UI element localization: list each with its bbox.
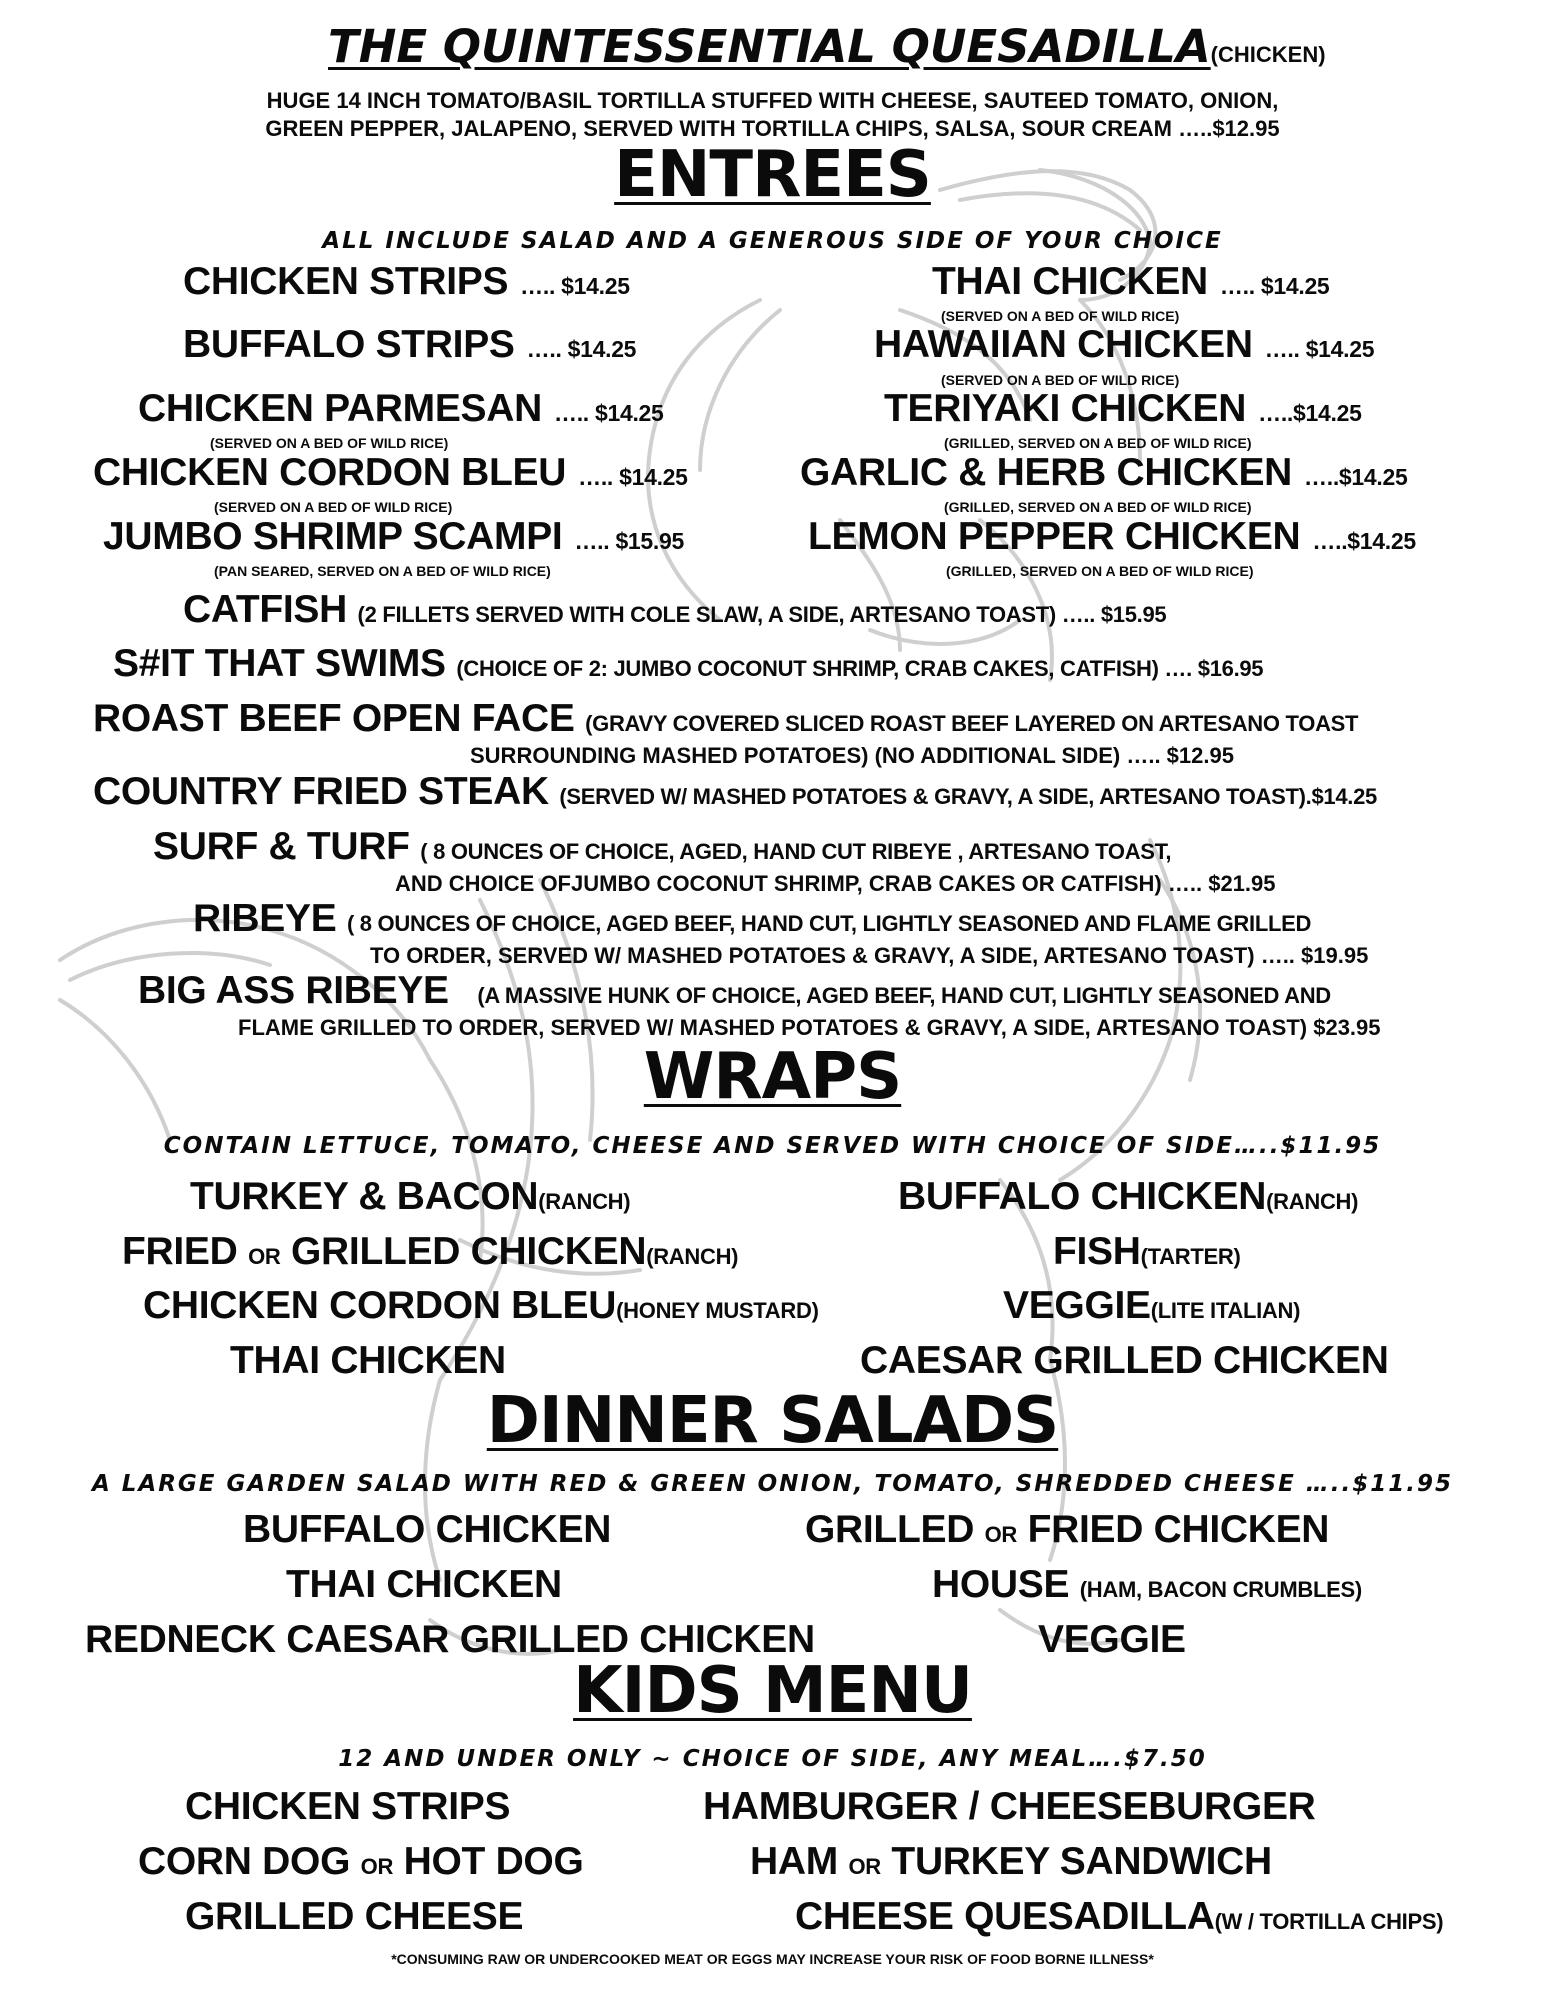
salad-grilled-fried-chicken (805, 1508, 1329, 1552)
wrap-sauce: (HONEY MUSTARD) (616, 1298, 819, 1323)
entree-surf-turf-desc2: AND CHOICE OFJUMBO COCONUT SHRIMP, CRAB CAKES OR CATFISH) ….. $21.95 (395, 871, 1276, 896)
entree-right-2 (874, 323, 1374, 367)
wrap-name: CHICKEN CORDON BLEU (143, 1284, 617, 1327)
kids-or: OR (360, 1854, 394, 1879)
salad-house (932, 1563, 1362, 1607)
wrap-turkey-bacon (190, 1175, 630, 1219)
entree-right-1-note: (SERVED ON A BED OF WILD RICE) (941, 308, 1180, 324)
kids-name-b: TURKEY SANDWICH (891, 1840, 1272, 1883)
entree-right-4-note: (GRILLED, SERVED ON A BED OF WILD RICE) (944, 499, 1252, 515)
entree-description: ( 8 OUNCES OF CHOICE, AGED, HAND CUT RIBEYE , ARTESANO TOAST, (420, 839, 1172, 864)
entree-catfish (183, 588, 1166, 632)
salad-redneck-caesar: REDNECK CAESAR GRILLED CHICKEN (85, 1618, 815, 1661)
entree-left-4-note: (SERVED ON A BED OF WILD RICE) (214, 499, 453, 515)
entree-swims (113, 642, 1263, 686)
wrap-thai-chicken: THAI CHICKEN (230, 1339, 506, 1382)
entree-right-3 (884, 387, 1362, 431)
salad-name-a: GRILLED (805, 1508, 975, 1551)
entree-left-1 (183, 260, 630, 304)
wrap-sauce: (RANCH) (1266, 1189, 1359, 1214)
salad-thai-chicken: THAI CHICKEN (286, 1563, 562, 1606)
entree-description: (GRAVY COVERED SLICED ROAST BEEF LAYERED ON ARTESANO TOAST (585, 711, 1359, 736)
entree-description: ( 8 OUNCES OF CHOICE, AGED BEEF, HAND CUT, LIGHTLY SEASONED AND FLAME GRILLED (346, 911, 1312, 936)
wrap-or: OR (248, 1244, 281, 1269)
quesadilla-title-main: THE QUINTESSENTIAL QUESADILLA (328, 20, 1211, 73)
entree-name: CHICKEN STRIPS (183, 260, 509, 303)
wrap-fried-grilled-chicken (122, 1230, 738, 1274)
entree-price: …..$14.25 (1312, 528, 1416, 554)
food-safety-disclaimer: *CONSUMING RAW OR UNDERCOOKED MEAT OR EGGS MAY INCREASE YOUR RISK OF FOOD BORNE ILLNESS* (391, 1951, 1154, 1967)
entree-right-3-note: (GRILLED, SERVED ON A BED OF WILD RICE) (944, 435, 1252, 451)
entree-price: ….. $14.25 (520, 273, 630, 299)
entree-name: JUMBO SHRIMP SCAMPI (103, 515, 563, 558)
salad-or: OR (984, 1522, 1018, 1547)
entree-name: GARLIC & HERB CHICKEN (800, 451, 1293, 494)
quesadilla-title-suffix: (CHICKEN) (1210, 42, 1326, 67)
quesadilla-description-line2: GREEN PEPPER, JALAPENO, SERVED WITH TORTILLA CHIPS, SALSA, SOUR CREAM …..$12.95 (265, 116, 1280, 141)
wraps-heading: WRAPS (643, 1040, 902, 1114)
entree-name: COUNTRY FRIED STEAK (93, 770, 549, 813)
wrap-cordon-bleu (143, 1284, 819, 1328)
entree-name: RIBEYE (193, 897, 337, 940)
salad-note: (HAM, BACON CRUMBLES) (1079, 1577, 1362, 1602)
kids-burger: HAMBURGER / CHEESEBURGER (703, 1785, 1316, 1828)
entree-big-ribeye (138, 969, 1331, 1013)
entree-right-5-note: (GRILLED, SERVED ON A BED OF WILD RICE) (946, 563, 1254, 579)
salad-name-b: FRIED CHICKEN (1027, 1508, 1330, 1551)
salad-buffalo-chicken: BUFFALO CHICKEN (243, 1508, 612, 1551)
entrees-subheading: ALL INCLUDE SALAD AND A GENEROUS SIDE OF YOUR CHOICE (322, 228, 1223, 254)
wrap-name: BUFFALO CHICKEN (898, 1175, 1267, 1218)
entree-price: …..$14.25 (1258, 400, 1362, 426)
kids-name-b: HOT DOG (403, 1840, 584, 1883)
entree-name: SURF & TURF (153, 825, 410, 868)
wrap-sauce: (TARTER) (1140, 1244, 1241, 1269)
entree-country-steak (93, 770, 1377, 814)
entree-roast-beef (93, 697, 1358, 741)
entree-roast-beef-desc2: SURROUNDING MASHED POTATOES) (NO ADDITIONAL SIDE) ….. $12.95 (470, 743, 1234, 768)
entree-name: CHICKEN CORDON BLEU (93, 451, 567, 494)
entrees-heading: ENTREES (614, 138, 931, 212)
entree-right-1 (932, 260, 1329, 304)
kids-ham-turkey-sandwich (750, 1840, 1272, 1884)
entree-price: ….. $14.25 (554, 400, 664, 426)
wrap-sauce: (RANCH) (538, 1189, 631, 1214)
quesadilla-title (328, 20, 1326, 73)
entree-left-2 (183, 323, 636, 367)
entree-big-ribeye-desc2: FLAME GRILLED TO ORDER, SERVED W/ MASHED POTATOES & GRAVY, A SIDE, ARTESANO TOAST) $23.95 (238, 1015, 1381, 1040)
entree-name: CHICKEN PARMESAN (138, 387, 542, 430)
entree-price: ….. $14.25 (1264, 336, 1375, 362)
entree-right-5 (808, 515, 1416, 559)
kids-heading: KIDS MENU (573, 1654, 972, 1728)
entree-description: (2 FILLETS SERVED WITH COLE SLAW, A SIDE, ARTESANO TOAST) ….. $15.95 (357, 602, 1167, 627)
entree-surf-turf (153, 825, 1171, 869)
kids-subheading: 12 AND UNDER ONLY ~ CHOICE OF SIDE, ANY MEAL….$7.50 (338, 1746, 1207, 1772)
entree-description: (SERVED W/ MASHED POTATOES & GRAVY, A SIDE, ARTESANO TOAST).$14.25 (559, 784, 1377, 809)
kids-cheese-quesadilla (795, 1895, 1443, 1939)
wrap-sauce: (RANCH) (646, 1244, 739, 1269)
wrap-name-b: GRILLED CHICKEN (291, 1230, 647, 1273)
entree-price: ….. $14.25 (1219, 273, 1330, 299)
salad-veggie: VEGGIE (1038, 1618, 1186, 1661)
salads-heading: DINNER SALADS (486, 1384, 1059, 1458)
entree-price: ….. $14.25 (578, 464, 688, 490)
entree-right-4 (800, 451, 1407, 495)
entree-left-3-note: (SERVED ON A BED OF WILD RICE) (210, 435, 449, 451)
entree-left-3 (138, 387, 664, 431)
wrap-name: VEGGIE (1003, 1284, 1151, 1327)
entree-name: THAI CHICKEN (932, 260, 1208, 303)
entree-right-2-note: (SERVED ON A BED OF WILD RICE) (941, 372, 1180, 388)
wrap-name-a: FRIED (122, 1230, 238, 1273)
wrap-buffalo-chicken (898, 1175, 1358, 1219)
kids-corn-hot-dog (138, 1840, 584, 1884)
entree-name: LEMON PEPPER CHICKEN (808, 515, 1301, 558)
entree-left-4 (93, 451, 688, 495)
entree-name: TERIYAKI CHICKEN (884, 387, 1247, 430)
entree-description: (CHOICE OF 2: JUMBO COCONUT SHRIMP, CRAB CAKES, CATFISH) …. $16.95 (456, 656, 1264, 681)
entree-name: HAWAIIAN CHICKEN (874, 323, 1253, 366)
wrap-veggie (1003, 1284, 1300, 1328)
kids-name: CHEESE QUESADILLA (795, 1895, 1215, 1938)
wrap-name: FISH (1053, 1230, 1141, 1273)
entree-price: ….. $15.95 (574, 528, 684, 554)
entree-ribeye (193, 897, 1311, 941)
kids-note: (W / TORTILLA CHIPS) (1214, 1909, 1444, 1934)
entree-name: CATFISH (183, 588, 347, 631)
entree-left-5-note: (PAN SEARED, SERVED ON A BED OF WILD RICE) (214, 563, 551, 579)
entree-name: BIG ASS RIBEYE (138, 969, 449, 1012)
kids-or: OR (848, 1854, 881, 1879)
kids-name-a: HAM (750, 1840, 838, 1883)
entree-name: S#IT THAT SWIMS (113, 642, 446, 685)
entree-ribeye-desc2: TO ORDER, SERVED W/ MASHED POTATOES & GRAVY, A SIDE, ARTESANO TOAST) ….. $19.95 (370, 943, 1369, 968)
wrap-caesar-chicken: CAESAR GRILLED CHICKEN (860, 1339, 1389, 1382)
salads-subheading: A LARGE GARDEN SALAD WITH RED & GREEN ONION, TOMATO, SHREDDED CHEESE …..$11.95 (91, 1471, 1454, 1497)
wrap-sauce: (LITE ITALIAN) (1150, 1298, 1301, 1323)
entree-name: BUFFALO STRIPS (183, 323, 515, 366)
wrap-name: TURKEY & BACON (190, 1175, 539, 1218)
entree-left-5 (103, 515, 684, 559)
kids-grilled-cheese: GRILLED CHEESE (185, 1895, 524, 1938)
entree-name: ROAST BEEF OPEN FACE (93, 697, 575, 740)
entree-price: ….. $14.25 (526, 336, 637, 362)
kids-chicken-strips: CHICKEN STRIPS (185, 1785, 511, 1828)
wraps-subheading: CONTAIN LETTUCE, TOMATO, CHEESE AND SERVED WITH CHOICE OF SIDE…..$11.95 (163, 1133, 1382, 1159)
salad-name: HOUSE (932, 1563, 1070, 1606)
entree-price: …..$14.25 (1304, 464, 1408, 490)
quesadilla-description-line1: HUGE 14 INCH TOMATO/BASIL TORTILLA STUFFED WITH CHEESE, SAUTEED TOMATO, ONION, (266, 88, 1279, 113)
kids-name-a: CORN DOG (138, 1840, 351, 1883)
wrap-fish (1053, 1230, 1240, 1274)
entree-description: (A MASSIVE HUNK OF CHOICE, AGED BEEF, HAND CUT, LIGHTLY SEASONED AND (477, 983, 1331, 1008)
